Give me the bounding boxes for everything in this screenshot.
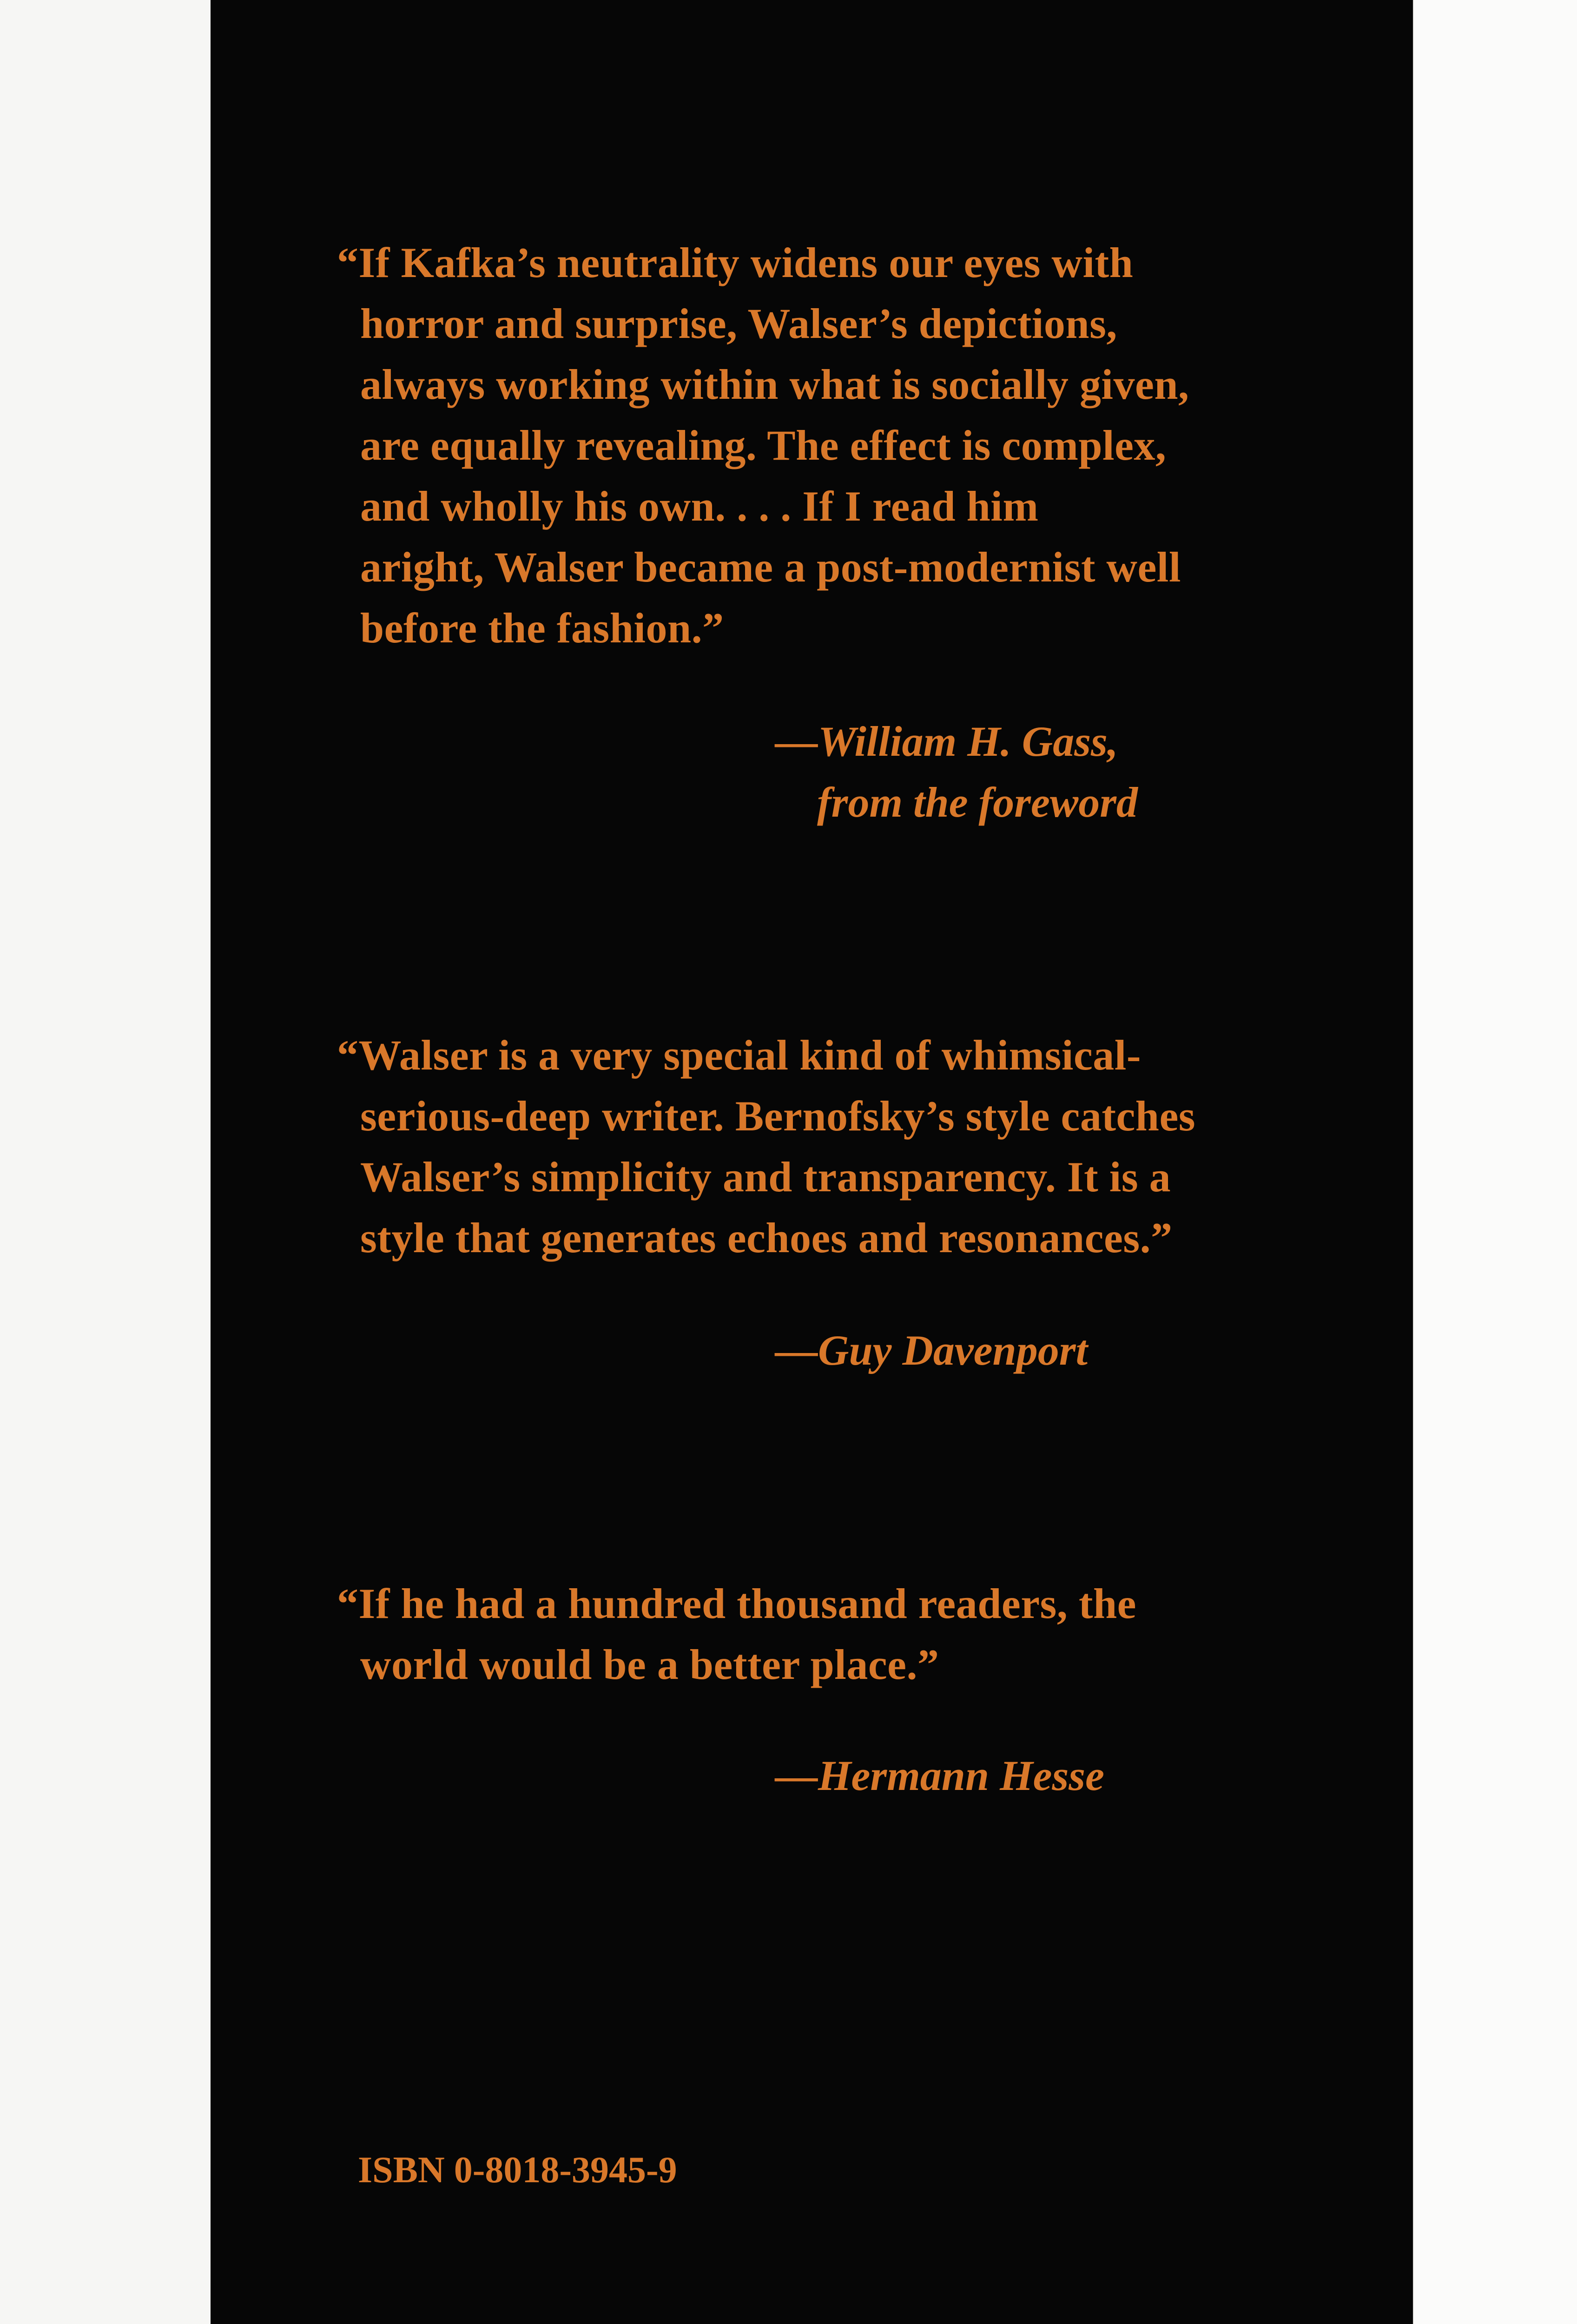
quote-line: serious-deep writer. Bernofsky’s style catches: [360, 1092, 1196, 1140]
quote-line: Walser’s simplicity and transparency. It is a: [360, 1153, 1171, 1201]
quote-line: always working within what is socially given,: [360, 361, 1189, 408]
quote-hesse: [337, 1573, 1336, 1695]
quote-line: “If he had a hundred thousand readers, the: [337, 1580, 1136, 1627]
quote-line: style that generates echoes and resonances.”: [360, 1214, 1173, 1261]
quote-davenport: [337, 1025, 1336, 1268]
quote-line: world would be a better place.”: [360, 1641, 939, 1688]
attribution-gass: [775, 711, 1138, 833]
quote-line: “Walser is a very special kind of whimsical-: [337, 1031, 1141, 1079]
attribution-hesse: [775, 1745, 1104, 1806]
quote-gass: [337, 232, 1336, 659]
quote-line: and wholly his own. . . . If I read him: [360, 482, 1039, 530]
isbn-label: ISBN 0-8018-3945-9: [358, 2150, 677, 2191]
quote-line: “If Kafka’s neutrality widens our eyes with: [337, 239, 1134, 286]
attribution-line: —William H. Gass,: [775, 718, 1118, 765]
quote-line: are equally revealing. The effect is complex,: [360, 422, 1167, 469]
attribution-line: —Hermann Hesse: [775, 1752, 1104, 1799]
quote-line: horror and surprise, Walser’s depictions,: [360, 300, 1117, 347]
quote-line: aright, Walser became a post-modernist well: [360, 543, 1181, 591]
page-edge: [1413, 0, 1577, 2324]
attribution-davenport: [775, 1320, 1088, 1381]
quote-line: before the fashion.”: [360, 604, 724, 652]
attribution-line: from the foreword: [817, 779, 1138, 826]
attribution-line: —Guy Davenport: [775, 1327, 1088, 1374]
